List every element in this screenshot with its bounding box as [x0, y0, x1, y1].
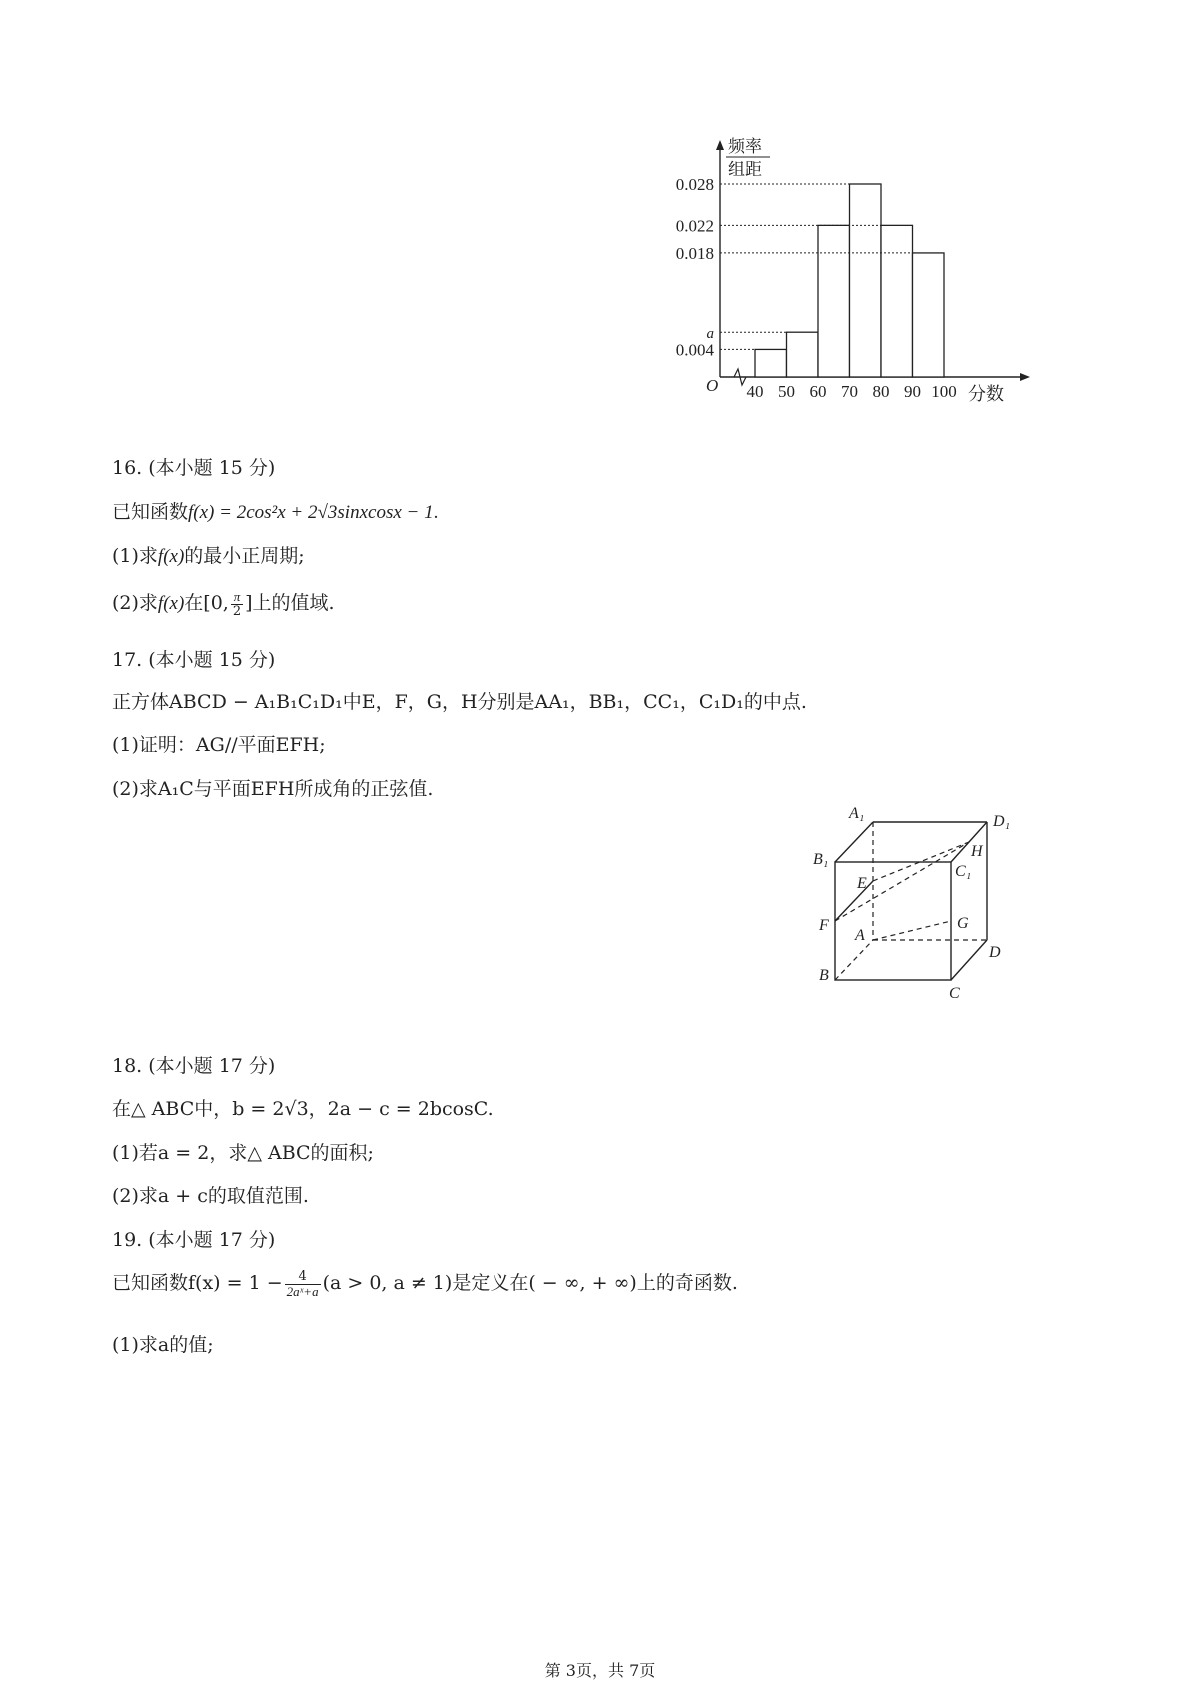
x-axis-arrow	[1020, 373, 1030, 381]
histogram-bar	[913, 253, 945, 377]
q16-stem: 已知函数f(x) = 2cos²x + 2√3sinxcosx − 1.	[112, 502, 439, 523]
edge-C-D	[951, 940, 987, 980]
q16-stem-formula: f(x) = 2cos²x + 2√3sinxcosx − 1	[188, 502, 434, 523]
label-B: B	[819, 967, 829, 984]
label-A1: A₁	[849, 805, 865, 822]
q19-stem-prefix: 已知函数f(x) = 1 −	[112, 1272, 283, 1294]
q16-part2	[112, 588, 335, 619]
q18-title: 18. (本小题 17 分)	[112, 1055, 276, 1077]
q18-part2: (2)求a + c的取值范围.	[112, 1185, 309, 1207]
seg-F-H	[835, 842, 972, 921]
y-axis-arrow	[716, 140, 724, 150]
origin-label: O	[706, 376, 719, 395]
q16-p2-fx: f(x)	[157, 593, 185, 614]
frequency-histogram	[650, 130, 1050, 420]
q19-stem	[112, 1268, 738, 1299]
q16-stem-prefix: 已知函数	[112, 502, 189, 523]
x-tick-label: 90	[904, 382, 921, 401]
q16-p2-in: 在[0,	[184, 592, 229, 614]
page-footer: 第 3页，共 7页	[544, 1661, 656, 1680]
x-tick-label: 40	[746, 382, 764, 401]
y-tick-label: 0.004	[675, 340, 714, 360]
y-axis-label-top: 频率	[728, 137, 762, 156]
q17-stem: 正方体ABCD − A₁B₁C₁D₁中E，F，G，H分别是AA₁，BB₁，CC₁，C₁D₁的中点.	[112, 691, 807, 713]
label-D1: D₁	[993, 813, 1011, 830]
histogram-bar	[850, 184, 882, 377]
histogram-bar	[818, 225, 850, 377]
cube-diagram	[805, 800, 1045, 1010]
q17-title: 17. (本小题 15 分)	[112, 649, 276, 671]
q16-p1-prefix: (1)求	[112, 545, 158, 567]
q19-part1: (1)求a的值;	[112, 1334, 214, 1356]
x-axis-label: 分数	[968, 384, 1004, 404]
q16-p2-suffix: ]上的值域.	[245, 592, 335, 614]
q19-stem-suffix: (a > 0, a ≠ 1)是定义在( − ∞, + ∞)上的奇函数.	[322, 1272, 738, 1294]
seg-E-F	[835, 881, 873, 921]
q16-p1-fx: f(x)	[157, 546, 185, 567]
x-tick-label: 80	[872, 382, 890, 401]
histogram-bar	[881, 225, 913, 377]
edge-B1-A1	[835, 822, 873, 862]
q17-part2: (2)求A₁C与平面EFH所成角的正弦值.	[112, 778, 434, 800]
label-C1: C₁	[955, 863, 972, 880]
label-B1: B₁	[813, 851, 829, 868]
q16-pi-over-2: $\frac{\pi}{2}$	[232, 588, 242, 619]
edge-B-A	[835, 940, 873, 980]
histogram-bar	[755, 349, 787, 377]
q19-fraction: $\frac{4}{\text{2aˣ+a}}$	[286, 1268, 319, 1299]
label-D: D	[989, 944, 1001, 961]
q18-part1: (1)若a = 2，求△ ABC的面积;	[112, 1142, 374, 1164]
label-C: C	[949, 985, 960, 1002]
label-E: E	[857, 875, 867, 892]
q18-stem: 在△ ABC中，b = 2√3，2a − c = 2bcosC.	[112, 1098, 494, 1120]
front-face	[835, 862, 951, 980]
x-tick-label: 70	[841, 382, 858, 401]
label-H: H	[971, 843, 983, 860]
q19-title: 19. (本小题 17 分)	[112, 1229, 276, 1251]
y-tick-label: 0.022	[675, 216, 714, 236]
y-axis-label-bottom: 组距	[728, 160, 762, 179]
x-tick-label: 50	[778, 382, 795, 401]
q16-p1-suffix: 的最小正周期;	[184, 545, 305, 567]
seg-A-G	[873, 921, 951, 940]
histogram-bar	[787, 332, 819, 377]
label-G: G	[957, 915, 969, 932]
q16-p2-prefix: (2)求	[112, 592, 158, 614]
label-F: F	[819, 917, 829, 934]
x-tick-label: 60	[809, 382, 827, 401]
q16-title: 16. (本小题 15 分)	[112, 457, 276, 479]
x-tick-label: 100	[931, 382, 957, 401]
label-A: A	[855, 927, 865, 944]
y-tick-label: 0.018	[675, 243, 714, 263]
q17-part1: (1)证明：AG//平面EFH;	[112, 734, 326, 756]
y-tick-label: a	[706, 326, 714, 343]
q16-part1	[112, 541, 305, 568]
y-tick-label: 0.028	[675, 175, 714, 194]
